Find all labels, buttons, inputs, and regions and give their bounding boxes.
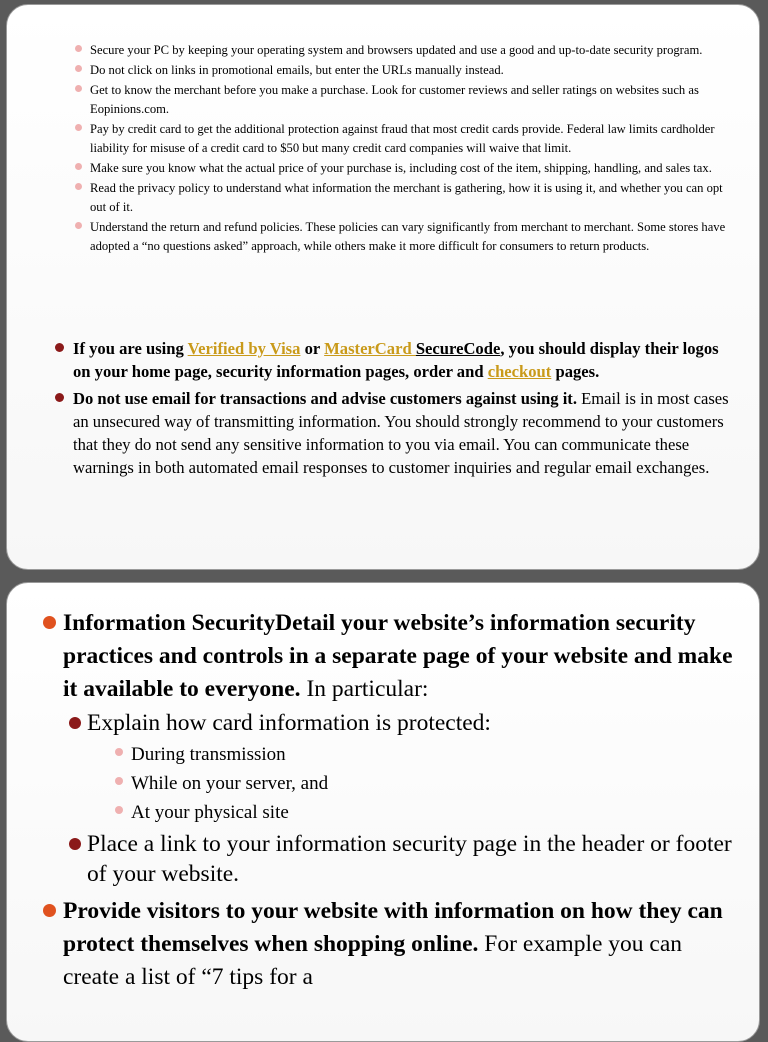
bullet-text: In particular:	[300, 676, 429, 702]
bullet-icon	[115, 777, 123, 785]
visa-mastercard-bullet	[51, 337, 733, 384]
bullet-icon	[75, 65, 82, 72]
list-item	[75, 61, 731, 80]
protected-list	[87, 740, 741, 827]
explain-bullet	[65, 708, 741, 827]
tip-text: Pay by credit card to get the additional protection against fraud that most credit cards provide. Federal law limits cardholder liability for misuse of a credit card to $50 but many credit card companies will waive that limit.	[90, 122, 715, 155]
bullet-icon	[43, 904, 56, 917]
list-item	[75, 41, 731, 60]
bullet-bold-text: Do not use email for transactions and advise customers against using it.	[73, 388, 577, 408]
slide-2	[6, 582, 760, 1042]
email-bullet	[51, 387, 733, 480]
tip-text: Secure your PC by keeping your operating system and browsers updated and use a good and up-to-date security program.	[90, 43, 703, 57]
main-list	[51, 337, 733, 483]
bullet-icon	[75, 163, 82, 170]
tip-text: Read the privacy policy to understand what information the merchant is gathering, how it is using it, and whether you can opt out of it.	[90, 181, 723, 214]
tip-text: Get to know the merchant before you make a purchase. Look for customer reviews and seller ratings on websites such as Eopinions.com.	[90, 83, 699, 116]
securecode-text: SecureCode	[415, 339, 501, 358]
tips-sub-list	[75, 41, 731, 257]
place-link-bullet	[65, 829, 741, 889]
bullet-text: Explain how card information is protected:	[87, 710, 491, 736]
info-security-bullet	[41, 607, 741, 889]
bullet-icon	[75, 85, 82, 92]
bullet-icon	[75, 222, 82, 229]
tip-text: Understand the return and refund policies. These policies can vary significantly from merchant to merchant. Some stores have adopted a “no questions asked” approach, while others make it more difficult for consumers to return products.	[90, 220, 726, 253]
bullet-icon	[43, 616, 56, 629]
tip-text: Make sure you know what the actual price of your purchase is, including cost of the item, shipping, handling, and sales tax.	[90, 161, 712, 175]
list-item	[75, 120, 731, 158]
list-item	[75, 218, 731, 256]
bullet-icon	[69, 717, 81, 729]
list-item	[111, 740, 741, 769]
bullet-text: Email is in most cases an unsecured way of transmitting information. You should strongly recommend to your customers that they do not send any sensitive information to you via email. You can communicate these warnings in both automated email responses to customer inquiries and regular email exchanges.	[73, 388, 729, 478]
list-item	[111, 769, 741, 798]
bullet-bold-text: Provide visitors to your website with information on how they can protect themselves when shopping online.	[63, 898, 723, 957]
list-item	[111, 798, 741, 827]
tip-text: Do not click on links in promotional emails, but enter the URLs manually instead.	[90, 63, 504, 77]
bullet-bold-text: Information SecurityDetail your website’s information security practices and controls in a separate page of your website and make it available to everyone.	[63, 610, 733, 702]
list-item	[75, 179, 731, 217]
mastercard-link[interactable]: MasterCard	[324, 339, 416, 358]
main-list	[41, 607, 741, 1000]
bullet-text: or	[300, 339, 325, 358]
bullet-text: For example you can create a list of “7 tips for a	[63, 931, 683, 990]
slide-1	[6, 4, 760, 570]
provide-visitors-bullet	[41, 895, 741, 994]
item-text: During transmission	[131, 744, 286, 765]
bullet-icon	[55, 393, 64, 402]
list-item	[75, 81, 731, 119]
list-item	[75, 159, 731, 178]
bullet-icon	[55, 343, 64, 352]
bullet-text: , you should display their logos on your home page, security information pages, order and	[73, 339, 719, 382]
bullet-icon	[75, 183, 82, 190]
bullet-icon	[115, 748, 123, 756]
verified-by-visa-link[interactable]: Verified by Visa	[187, 339, 301, 358]
bullet-text: pages.	[551, 362, 600, 382]
bullet-icon	[75, 45, 82, 52]
sub-list	[63, 708, 741, 889]
bullet-text: Place a link to your information security page in the header or footer of your website.	[87, 831, 732, 887]
bullet-icon	[115, 806, 123, 814]
bullet-text: If you are using	[73, 339, 188, 358]
bullet-icon	[69, 838, 81, 850]
checkout-link[interactable]: checkout	[487, 362, 552, 382]
bullet-icon	[75, 124, 82, 131]
item-text: At your physical site	[131, 802, 289, 823]
item-text: While on your server, and	[131, 773, 329, 794]
